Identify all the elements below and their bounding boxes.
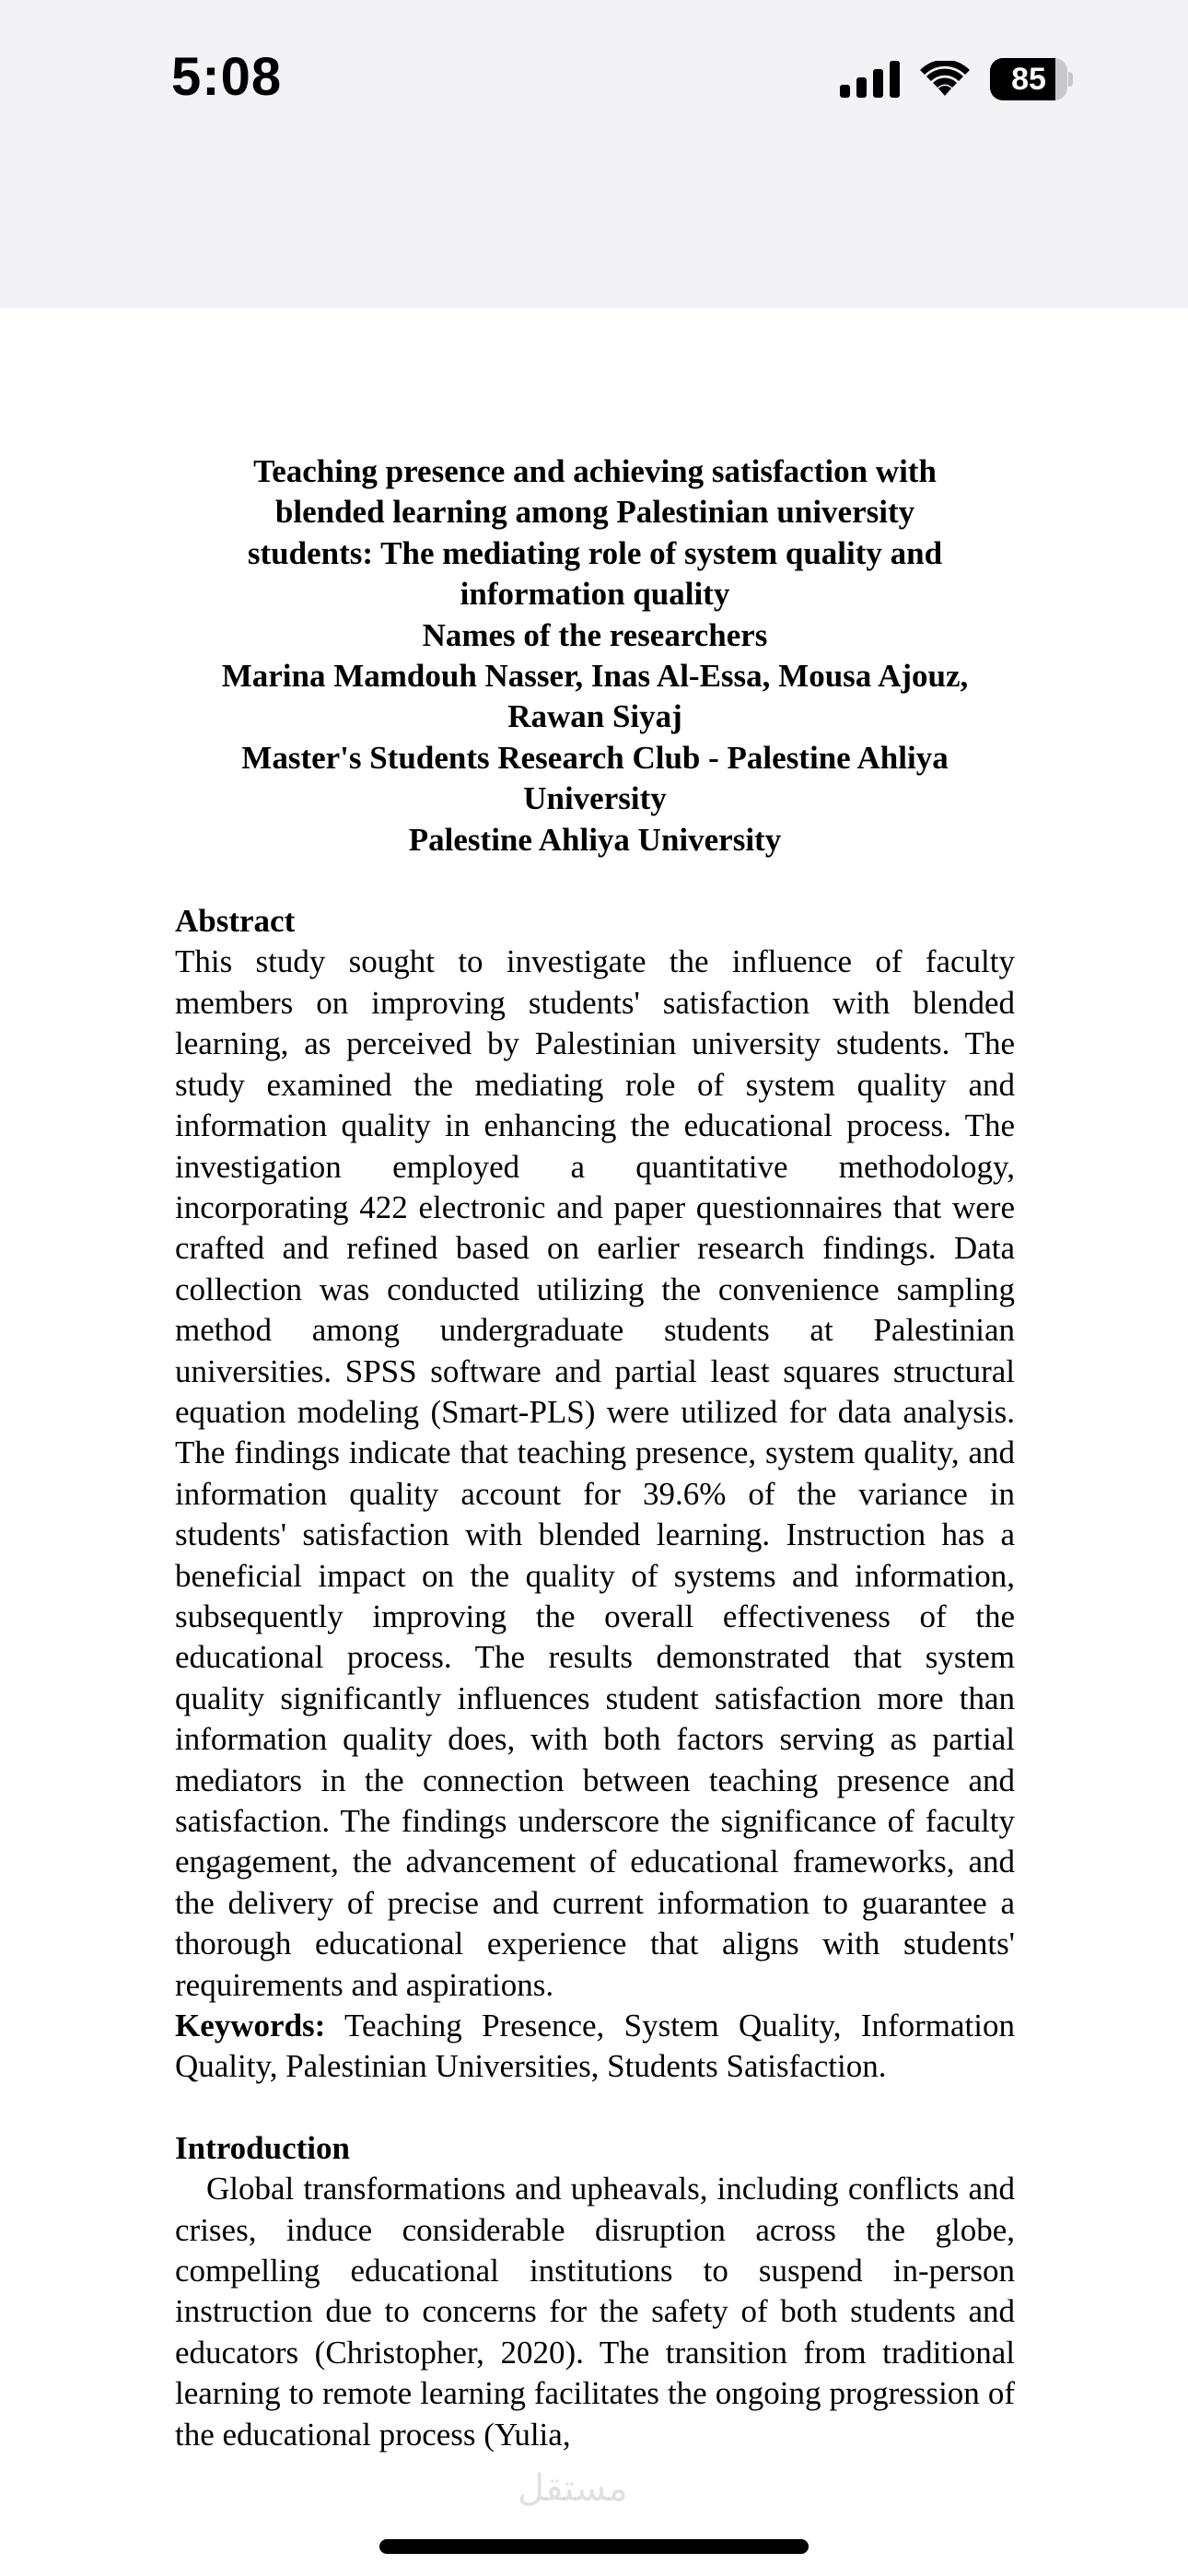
home-indicator[interactable]: [379, 2539, 809, 2554]
author-line: Rawan Siyaj: [507, 698, 682, 735]
introduction-heading: Introduction: [175, 2129, 350, 2166]
paper-title-line: information quality: [460, 576, 730, 613]
paper-title-line: blended learning among Palestinian university: [274, 494, 915, 531]
status-icons: [840, 55, 1073, 103]
cellular-signal-icon: [840, 61, 900, 98]
paper-title-line: Teaching presence and achieving satisfaction with: [253, 453, 937, 489]
battery-icon: [990, 58, 1073, 100]
watermark-logo: مستقل: [518, 2467, 628, 2510]
affiliation-line: University: [523, 780, 667, 817]
battery-level: 85: [1011, 62, 1046, 97]
wifi-icon: [920, 61, 970, 98]
keywords-label: Keywords:: [175, 2008, 326, 2044]
author-line: Marina Mamdouh Nasser, Inas Al-Essa, Mousa Ajouz,: [221, 658, 969, 695]
keywords: [175, 2006, 1015, 2088]
status-time: 5:08: [171, 47, 283, 107]
keywords-text: Teaching Presence, System Quality, Information Quality, Palestinian Universities, Students Satisfaction.: [175, 2008, 1015, 2085]
introduction-text: Global transformations and upheavals, including conflicts and crises, induce considerable disruption across the globe, compelling educational institutions to suspend in-person instruction due to concerns for the safety of both students and educators (Christopher, 2020). The transition from traditional learning to remote learning facilitates the ongoing progression of the educational process (Yulia,: [175, 2171, 1015, 2453]
researchers-heading: Names of the researchers: [422, 616, 768, 653]
university-line: Palestine Ahliya University: [408, 821, 782, 858]
affiliation-line: Master's Students Research Club - Palestine Ahliya: [241, 739, 949, 776]
abstract-text: This study sought to investigate the influence of faculty members on improving students' satisfaction with blended learning, as perceived by Palestinian university students. The study examined the mediating role of system quality and information quality in enhancing the educational process. The investigation employed a quantitative methodology, incorporating 422 electronic and paper questionnaires that were crafted and refined based on earlier research findings. Data collection was conducted utilizing the convenience sampling method among undergraduate students at Palestinian universities. SPSS software and partial least squares structural equation modeling (Smart-PLS) were utilized for data analysis. The findings indicate that teaching presence, system quality, and information quality account for 39.6% of the variance in students' satisfaction with blended learning. Instruction has a beneficial impact on the quality of systems and information, subsequently improving the overall effectiveness of the educational process. The results demonstrated that system quality significantly influences student satisfaction more than information quality does, with both factors serving as partial mediators in the connection between teaching presence and satisfaction. The findings underscore the significance of faculty engagement, the advancement of educational frameworks, and the delivery of precise and current information to guarantee a thorough educational experience that aligns with students' requirements and aspirations.: [175, 943, 1015, 2003]
paper-title-line: students: The mediating role of system quality and: [247, 534, 943, 571]
status-bar: [0, 0, 1188, 308]
abstract-heading: Abstract: [175, 903, 296, 940]
paper-page: [175, 451, 1015, 2455]
paper-header: [175, 451, 1015, 861]
